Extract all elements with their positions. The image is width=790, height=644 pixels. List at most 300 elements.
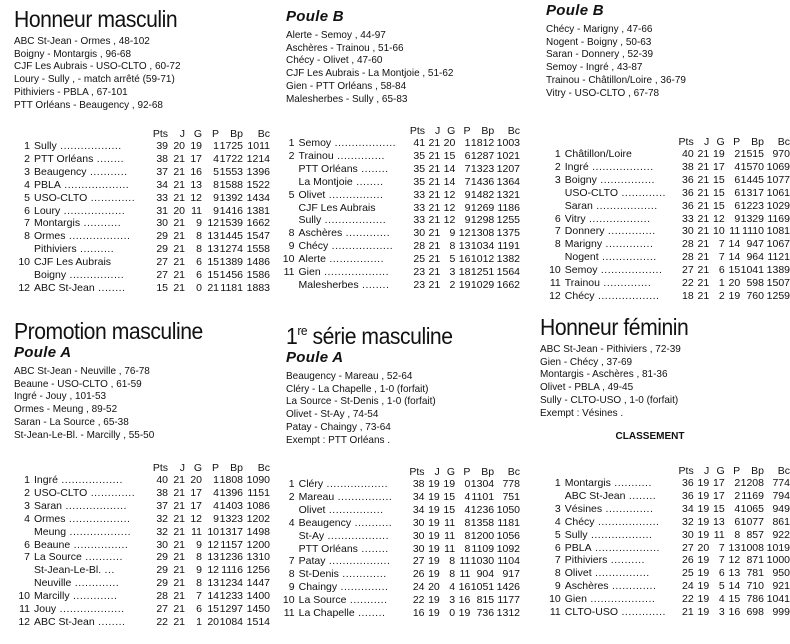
column-header-bc: Bc <box>777 465 790 477</box>
team-name: Ormes <box>34 230 66 243</box>
table-row <box>546 503 790 516</box>
results-list <box>286 29 526 105</box>
g-cell: 3 <box>449 594 456 607</box>
team-cell <box>565 529 674 542</box>
p-cell: 0 <box>464 478 471 490</box>
pts-cell: 38 <box>156 152 168 165</box>
table-row <box>14 179 270 192</box>
bc-cell: 1364 <box>496 175 520 188</box>
rank-cell: 8 <box>288 568 295 581</box>
table-row <box>546 251 790 264</box>
leader-dots: ........... <box>351 516 393 529</box>
team-cell <box>299 517 405 530</box>
j-cell: 21 <box>697 277 710 290</box>
pts-cell: 30 <box>682 528 694 541</box>
j-cell: 21 <box>697 148 710 160</box>
g-cell: 6 <box>196 256 202 269</box>
team-cell <box>34 205 146 218</box>
g-cell: 15 <box>443 503 456 516</box>
p-cell: 4 <box>213 499 219 512</box>
bc-cell: 917 <box>502 568 520 581</box>
section-title: Honneur masculin <box>14 6 178 32</box>
table-row <box>280 504 520 517</box>
leader-dots: .................. <box>594 289 660 302</box>
pts-cell: 30 <box>412 542 425 555</box>
j-cell: 19 <box>428 594 440 607</box>
team-cell <box>565 554 674 567</box>
team-cell <box>565 213 674 226</box>
bp-cell: 1317 <box>740 186 764 199</box>
p-cell: 14 <box>728 238 741 251</box>
table-row <box>280 581 520 594</box>
bc-cell: 1586 <box>246 269 270 282</box>
table-row <box>546 606 790 619</box>
j-cell: 21 <box>697 173 710 186</box>
bc-cell: 1507 <box>766 277 790 290</box>
team-cell <box>565 593 674 606</box>
table-row <box>546 554 790 567</box>
bc-cell: 1067 <box>766 238 790 251</box>
team-cell <box>298 163 405 176</box>
rank-header <box>546 136 565 148</box>
team-name: Mareau <box>298 490 335 503</box>
result-line: Exempt : Vésines . <box>540 406 624 419</box>
pts-cell: 37 <box>156 499 168 512</box>
leader-dots: ................ <box>325 503 384 516</box>
table-row <box>546 277 790 290</box>
g-cell: 2 <box>718 289 725 302</box>
bp-cell: 1077 <box>740 515 764 528</box>
premiere-serie-section <box>286 318 526 446</box>
leader-dots: .................. <box>587 528 653 541</box>
j-cell: 21 <box>428 266 441 279</box>
rank-cell: 10 <box>549 264 561 277</box>
j-cell: 21 <box>173 564 185 577</box>
g-cell: 9 <box>196 538 202 551</box>
team-cell <box>34 603 146 616</box>
team-name: Semoy <box>564 264 598 277</box>
j-cell: 21 <box>173 256 185 269</box>
table-row <box>546 200 790 213</box>
table-row <box>546 264 790 277</box>
rank-cell <box>280 176 298 189</box>
result-line: Saran - Donnery , 52-39 <box>546 48 654 61</box>
bp-cell: 1812 <box>470 137 495 149</box>
team-cell <box>565 477 674 490</box>
bp-cell: 1445 <box>219 230 243 243</box>
leader-dots: ........... <box>81 551 123 564</box>
team-cell <box>299 607 405 620</box>
table-row <box>546 593 790 606</box>
j-cell: 19 <box>697 606 710 619</box>
result-line: Olivet - St-Ay , 74-54 <box>286 408 379 421</box>
j-cell: 21 <box>173 243 185 256</box>
rank-cell: 10 <box>18 590 30 603</box>
standings-table <box>546 465 790 619</box>
team-name: Meung <box>34 525 67 538</box>
bc-cell: 1447 <box>246 577 270 590</box>
team-name: Beaugency <box>34 165 87 178</box>
column-header-pts: Pts <box>678 136 694 148</box>
table-row <box>14 590 270 603</box>
g-cell: 17 <box>713 160 725 173</box>
standings-table <box>546 136 790 303</box>
column-header-pts: Pts <box>152 128 168 140</box>
bp-cell: 1065 <box>740 502 764 515</box>
pts-cell: 22 <box>682 593 694 606</box>
rank-cell: 2 <box>288 490 295 503</box>
p-cell: 16 <box>458 581 471 594</box>
team-cell <box>34 577 146 590</box>
p-cell: 6 <box>734 199 741 212</box>
p-cell: 4 <box>213 152 219 165</box>
bc-cell: 1056 <box>496 529 520 542</box>
leader-dots: ............. <box>342 227 391 240</box>
rank-cell: 6 <box>24 538 30 551</box>
bc-cell: 970 <box>772 148 790 160</box>
table-row <box>280 594 520 607</box>
pts-cell: 32 <box>156 525 168 538</box>
result-line: Nogent - Boigny , 50-63 <box>546 35 652 48</box>
g-cell: 8 <box>196 551 202 564</box>
team-name: La Source <box>34 551 82 564</box>
pts-cell: 21 <box>682 606 694 619</box>
bp-cell: 760 <box>746 289 764 302</box>
p-cell: 13 <box>207 577 219 590</box>
leader-dots: .................. <box>328 240 394 253</box>
team-name: Ormes <box>34 512 66 525</box>
p-cell: 2 <box>734 148 741 160</box>
g-cell: 7 <box>718 554 725 567</box>
g-cell: 6 <box>196 603 202 616</box>
rank-cell: 3 <box>24 165 30 178</box>
bc-cell: 1396 <box>246 165 270 178</box>
team-cell <box>299 504 405 517</box>
p-cell: 7 <box>464 162 471 175</box>
j-cell: 19 <box>697 593 710 606</box>
table-row <box>280 214 520 227</box>
p-cell: 9 <box>213 512 219 525</box>
table-row <box>14 603 270 616</box>
p-cell: 4 <box>464 490 471 503</box>
bc-cell: 1050 <box>496 503 520 516</box>
bp-cell: 1304 <box>470 478 495 490</box>
table-row <box>546 567 790 580</box>
p-cell: 4 <box>734 160 741 173</box>
bp-cell: 786 <box>746 593 764 606</box>
g-cell: 14 <box>443 162 456 175</box>
team-name: PTT Orléans <box>298 542 358 555</box>
j-cell: 21 <box>697 225 710 238</box>
bc-cell: 751 <box>502 490 520 503</box>
bp-cell: 1588 <box>219 178 243 191</box>
team-name: Chécy <box>298 240 329 253</box>
table-row <box>280 150 520 163</box>
bp-cell: 1274 <box>219 243 243 256</box>
column-header-g: G <box>446 466 456 478</box>
table-row <box>546 542 790 555</box>
g-cell: 10 <box>713 225 725 238</box>
rank-cell: 6 <box>554 541 561 554</box>
team-cell <box>565 174 674 187</box>
rank-cell: 10 <box>282 253 295 266</box>
leader-dots: ........ <box>94 281 126 294</box>
result-line: Sully - CLTO-USO , 1-0 (forfait) <box>540 393 679 406</box>
rank-cell: 1 <box>288 137 295 149</box>
rank-cell: 11 <box>19 603 30 616</box>
pts-cell: 36 <box>682 186 694 199</box>
pts-cell: 30 <box>156 538 168 551</box>
rank-cell <box>546 490 565 503</box>
column-header-p: P <box>733 136 741 148</box>
bc-cell: 1121 <box>767 251 790 264</box>
table-row <box>14 166 270 179</box>
bp-cell: 1553 <box>219 165 243 178</box>
team-name: Loury <box>34 204 61 217</box>
result-line: ABC St-Jean - Ormes , 48-102 <box>14 35 150 47</box>
result-line: Boigny - Montargis , 96-68 <box>14 47 131 60</box>
bp-cell: 1298 <box>470 214 495 227</box>
column-header-bp: Bp <box>481 466 495 478</box>
bc-cell: 1092 <box>496 542 520 555</box>
pts-cell: 15 <box>156 281 168 294</box>
column-header-j: J <box>179 128 185 140</box>
column-header-pts: Pts <box>409 466 425 478</box>
leader-dots: .................. <box>57 474 123 486</box>
section-title: Promotion masculine <box>14 318 203 344</box>
column-header-bc: Bc <box>777 136 790 148</box>
bc-cell: 1389 <box>766 264 790 277</box>
team-name: Vitry <box>564 212 586 225</box>
team-cell <box>299 555 405 568</box>
team-name: Aschères <box>298 227 343 240</box>
table-row <box>280 253 520 266</box>
column-header-pts: Pts <box>409 125 426 137</box>
leader-dots: .................. <box>325 555 391 568</box>
team-cell <box>34 256 146 269</box>
team-name: Olivet <box>564 567 592 580</box>
p-cell: 14 <box>728 251 741 264</box>
table-row <box>280 555 520 568</box>
leader-dots: ................... <box>320 266 390 279</box>
column-header-j: J <box>703 465 710 477</box>
team-name: Vésines <box>564 502 603 515</box>
table-row <box>546 238 790 251</box>
bp-cell: 1308 <box>470 227 495 240</box>
j-cell: 21 <box>428 240 441 253</box>
p-cell: 9 <box>464 201 471 214</box>
j-cell: 20 <box>173 204 185 217</box>
pts-cell: 34 <box>682 502 694 515</box>
result-line: Gien - Chécy , 37-69 <box>540 355 633 368</box>
p-cell: 7 <box>464 175 471 188</box>
result-line: CJF Les Aubrais - USO-CLTO , 60-72 <box>14 60 181 73</box>
pool-title: Poule B <box>286 8 344 25</box>
leader-dots: .................. <box>592 199 658 212</box>
team-name: Sully <box>564 528 588 541</box>
team-cell <box>34 539 146 552</box>
g-cell: 6 <box>718 567 725 580</box>
leader-dots: ........ <box>625 489 657 502</box>
p-cell: 13 <box>207 551 219 564</box>
bc-cell: 1202 <box>246 512 270 525</box>
pts-cell: 29 <box>156 564 168 577</box>
leader-dots: .......... <box>76 243 115 256</box>
leader-dots: ........ <box>93 152 125 165</box>
g-cell: 14 <box>443 175 456 188</box>
column-header-bp: Bp <box>230 128 243 140</box>
g-cell: 15 <box>713 186 725 199</box>
g-cell: 6 <box>718 264 725 277</box>
team-name: Saran <box>34 499 63 512</box>
rank-cell: 7 <box>24 551 30 564</box>
results-list <box>14 35 270 111</box>
j-cell: 21 <box>173 590 185 603</box>
column-header-bc: Bc <box>507 125 520 137</box>
g-cell: 11 <box>444 516 456 529</box>
bc-cell: 1207 <box>496 162 520 175</box>
team-cell <box>34 551 146 564</box>
bc-cell: 1000 <box>766 554 790 567</box>
table-row <box>546 174 790 187</box>
team-name: Alerte <box>298 253 326 266</box>
p-cell: 9 <box>734 212 741 225</box>
team-header <box>565 465 674 477</box>
team-cell <box>34 282 146 295</box>
bp-cell: 871 <box>746 554 764 567</box>
rank-cell: 7 <box>554 554 561 567</box>
j-cell: 20 <box>697 541 710 554</box>
column-header-g: G <box>716 136 725 148</box>
g-cell: 15 <box>713 502 725 515</box>
bc-cell: 861 <box>772 515 790 528</box>
j-cell: 21 <box>697 238 710 251</box>
pts-cell: 38 <box>682 160 694 173</box>
leader-dots: ........ <box>94 615 126 628</box>
bc-cell: 778 <box>502 478 520 490</box>
pts-cell: 41 <box>413 137 426 149</box>
leader-dots: ........... <box>610 477 652 489</box>
g-cell: 2 <box>449 278 456 291</box>
table-row <box>14 577 270 590</box>
team-name: PBLA <box>564 541 592 554</box>
standings-table <box>280 125 520 292</box>
team-cell <box>34 564 146 577</box>
bc-cell: 1214 <box>246 152 270 165</box>
result-line: Loury - Sully , - match arrêté (59-71) <box>14 73 175 86</box>
pts-cell: 29 <box>156 243 168 256</box>
rank-cell: 1 <box>554 148 561 160</box>
rank-cell <box>280 163 298 176</box>
p-cell: 4 <box>734 502 741 515</box>
rank-cell: 6 <box>554 212 561 225</box>
table-row <box>14 269 270 282</box>
p-cell: 4 <box>213 486 219 499</box>
honneur-masculin-section <box>14 6 270 111</box>
team-cell <box>299 543 405 556</box>
honneur-poule-b-section <box>286 8 526 105</box>
g-cell: 17 <box>190 486 202 499</box>
pts-cell: 25 <box>413 253 426 266</box>
p-cell: 15 <box>207 256 219 269</box>
team-cell <box>565 542 674 555</box>
team-cell <box>299 594 405 607</box>
table-row <box>14 551 270 564</box>
pts-cell: 25 <box>682 567 694 580</box>
g-cell: 12 <box>713 212 725 225</box>
bp-cell: 1389 <box>219 256 243 269</box>
g-cell: 15 <box>713 173 725 186</box>
p-cell: 8 <box>464 516 471 529</box>
bp-cell: 1234 <box>219 577 243 590</box>
pts-cell: 30 <box>412 529 425 542</box>
team-cell <box>565 580 674 593</box>
bp-cell: 1287 <box>470 149 495 162</box>
result-line: Semoy - Ingré , 43-87 <box>546 61 643 74</box>
bc-cell: 1069 <box>766 160 790 173</box>
bc-cell: 1450 <box>246 603 270 616</box>
p-cell: 13 <box>728 541 741 554</box>
bc-cell: 999 <box>772 606 790 619</box>
bp-cell: 1012 <box>470 253 495 266</box>
bp-cell: 1808 <box>219 474 243 486</box>
honneur-feminin-section <box>540 314 790 442</box>
team-name: USO-CLTO <box>34 486 88 499</box>
g-cell: 12 <box>443 201 456 214</box>
table-row <box>14 243 270 256</box>
bp-cell: 1416 <box>219 204 243 217</box>
bc-cell: 1255 <box>496 214 520 227</box>
rank-cell: 8 <box>24 230 30 243</box>
g-cell: 20 <box>190 474 202 486</box>
bc-cell: 1186 <box>497 201 520 214</box>
rank-header <box>280 466 299 478</box>
bc-cell: 950 <box>772 567 790 580</box>
g-cell: 8 <box>449 555 456 568</box>
bc-cell: 1086 <box>246 499 270 512</box>
j-cell: 20 <box>428 581 440 594</box>
rank-cell <box>14 269 34 282</box>
rank-cell: 12 <box>549 289 561 302</box>
g-cell: 9 <box>196 217 202 230</box>
leader-dots: ........ <box>358 278 390 291</box>
team-name: Trainou <box>298 149 334 162</box>
team-name: Montargis <box>34 217 81 230</box>
g-cell: 3 <box>718 606 725 619</box>
table-row <box>546 148 790 161</box>
j-cell: 21 <box>173 551 185 564</box>
p-cell: 15 <box>207 269 219 282</box>
team-cell <box>34 616 146 629</box>
table-row <box>546 213 790 226</box>
g-cell: 17 <box>190 499 202 512</box>
rank-cell: 11 <box>283 266 295 279</box>
team-name: ABC St-Jean <box>34 281 95 294</box>
g-cell: 6 <box>196 269 202 282</box>
g-cell: 8 <box>196 243 202 256</box>
j-cell: 21 <box>697 186 710 199</box>
p-cell: 8 <box>464 529 471 542</box>
rank-cell: 10 <box>18 256 30 269</box>
bp-cell: 1030 <box>470 555 495 568</box>
bp-cell: 1323 <box>470 162 495 175</box>
j-cell: 21 <box>428 253 441 266</box>
p-cell: 13 <box>458 240 471 253</box>
j-cell: 21 <box>428 162 441 175</box>
team-name: ABC St-Jean <box>34 615 95 628</box>
bp-cell: 1157 <box>220 538 243 551</box>
g-cell: 19 <box>190 140 202 152</box>
